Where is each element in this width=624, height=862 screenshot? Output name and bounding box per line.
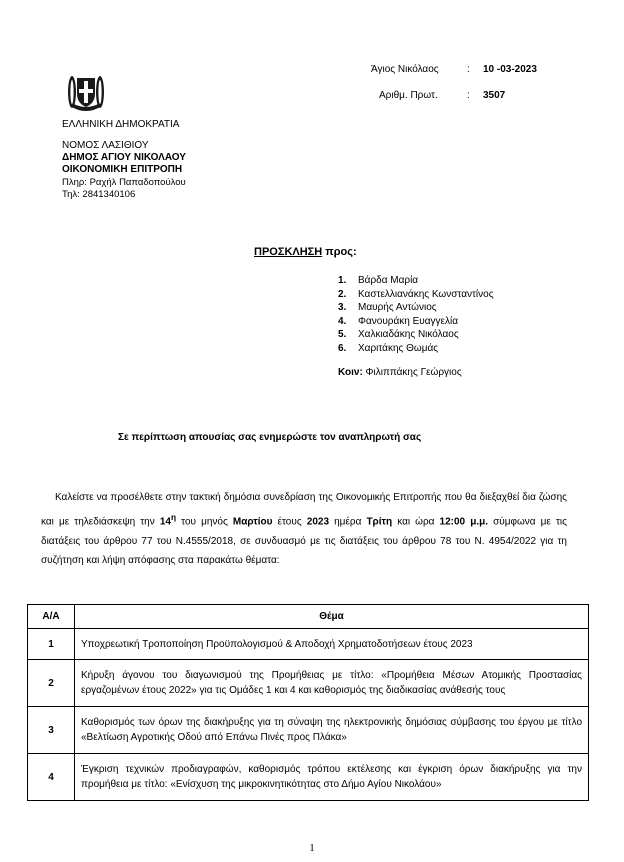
recipient-name: Φανουράκη Ευαγγελία — [358, 315, 458, 327]
topics-table — [27, 604, 589, 801]
body-text: σύμφωνα με τις διατάξεις του άρθρου 77 του Ν.4555/2018, σε συνδυασμό με τις διατάξεις του άρθρου 78 του Ν. 4954/2022 για τη συζήτηση και λήψη απόφασης στα παρακάτω θέματα: — [41, 515, 567, 567]
recipient-number: 3. — [338, 302, 347, 314]
document-date: 10 -03-2023 — [483, 64, 537, 75]
cc-name: Φιλιππάκης Γεώργιος — [362, 367, 462, 378]
topic-text: Υποχρεωτική Τροποποίηση Προϋπολογισμού & Αποδοχή Χρηματοδοτήσεων έτους 2023 — [75, 629, 589, 660]
column-header-number: Α/Α — [28, 605, 75, 629]
invitation-word: ΠΡΟΣΚΛΗΣΗ — [254, 246, 323, 258]
separator: : — [467, 90, 470, 101]
republic-name: ΕΛΛΗΝΙΚΗ ΔΗΜΟΚΡΑΤΙΑ — [62, 119, 180, 130]
topic-text: Έγκριση τεχνικών προδιαγραφών, καθορισμός τρόπου εκτέλεσης και έγκριση όρων διακήρυξης για την προμήθεια με τίτλο: «Ενίσχυση της μικροκινητικότητας στο Δήμο Αγίου Νικολάου» — [75, 754, 589, 801]
body-text: έτους — [272, 515, 307, 527]
phone-info: Τηλ: 2841340106 — [62, 189, 136, 200]
invitation-suffix: προς: — [322, 246, 357, 258]
table-header-row — [28, 605, 589, 629]
body-text: και ώρα — [392, 515, 440, 527]
meeting-year: 2023 — [306, 515, 330, 527]
greek-republic-emblem-icon — [66, 72, 106, 112]
topic-text: Κήρυξη άγονου του διαγωνισμού της Προμήθειας με τίτλο: «Προμήθεια Μέσων Ατομικής Προστασίας εργαζομένων έτους 2022» για τις Ομάδες 1 και 4 και καθορισμός της διαδικασίας ανάθεσής τους — [75, 660, 589, 707]
protocol-label: Αριθμ. Πρωτ. — [379, 90, 438, 101]
meeting-day-suffix: η — [170, 511, 177, 522]
municipality-name: ΔΗΜΟΣ ΑΓΙΟΥ ΝΙΚΟΛΑΟΥ — [62, 152, 186, 163]
recipient-number: 5. — [338, 329, 347, 341]
body-text: ημέρα — [329, 515, 367, 527]
table-row — [28, 629, 589, 660]
topic-number: 2 — [28, 660, 75, 707]
page-number: 1 — [309, 842, 315, 854]
table-row — [28, 707, 589, 754]
topic-number: 1 — [28, 629, 75, 660]
table-row — [28, 660, 589, 707]
meeting-month: Μαρτίου — [232, 515, 273, 527]
recipient-name: Βάρδα Μαρία — [358, 275, 419, 286]
recipient-number: 1. — [338, 275, 347, 286]
invitation-body — [41, 488, 567, 571]
recipient-item — [338, 342, 494, 356]
meeting-day: 14 — [159, 515, 171, 527]
committee-name: ΟΙΚΟΝΟΜΙΚΗ ΕΠΙΤΡΟΠΗ — [62, 164, 183, 175]
recipient-name: Χαριτάκης Θωμάς — [358, 342, 439, 354]
meeting-weekday: Τρίτη — [366, 515, 393, 527]
place-label: Άγιος Νικόλαος — [371, 64, 439, 75]
body-text: Καλείστε να προσέλθετε στην τακτική δημόσια συνεδρίαση της Οικονομικής Επιτροπής που θα διεξαχθεί δια ζώσης και με τηλεδιάσκεψη την — [41, 492, 567, 527]
recipient-number: 6. — [338, 342, 347, 354]
recipients-list — [338, 274, 494, 356]
prefecture-name: ΝΟΜΟΣ ΛΑΣΙΘΙΟΥ — [62, 140, 149, 151]
topic-text: Καθορισμός των όρων της διακήρυξης για τη σύναψη της ηλεκτρονικής δημόσιας σύμβασης του έργου με τίτλο «Βελτίωση Αγροτικής Οδού από Επάνω Πινές προς Πλάκα» — [75, 707, 589, 754]
recipient-number: 2. — [338, 288, 347, 300]
invitation-title — [254, 246, 357, 258]
topic-number: 4 — [28, 754, 75, 801]
cc-label: Κοιν: — [338, 367, 363, 378]
body-text: του μηνός — [176, 515, 233, 527]
recipient-item — [338, 288, 494, 302]
absence-note: Σε περίπτωση απουσίας σας ενημερώστε τον αναπληρωτή σας — [118, 432, 422, 443]
recipient-item — [338, 315, 494, 329]
separator: : — [467, 64, 470, 75]
table-row — [28, 754, 589, 801]
recipient-item — [338, 274, 494, 288]
column-header-topic: Θέμα — [75, 605, 589, 629]
recipient-item — [338, 301, 494, 315]
topic-number: 3 — [28, 707, 75, 754]
recipient-item — [338, 328, 494, 342]
contact-info: Πληρ: Ραχήλ Παπαδοπούλου — [62, 177, 186, 188]
recipient-name: Μαυρής Αντώνιος — [358, 302, 437, 314]
protocol-number: 3507 — [483, 90, 506, 101]
recipient-name: Χαλκιαδάκης Νικόλαος — [358, 329, 459, 341]
recipient-number: 4. — [338, 315, 347, 327]
meeting-time: 12:00 μ.μ. — [439, 515, 489, 527]
cc-line — [338, 367, 462, 378]
recipient-name: Καστελλιανάκης Κωνσταντίνος — [358, 288, 494, 300]
